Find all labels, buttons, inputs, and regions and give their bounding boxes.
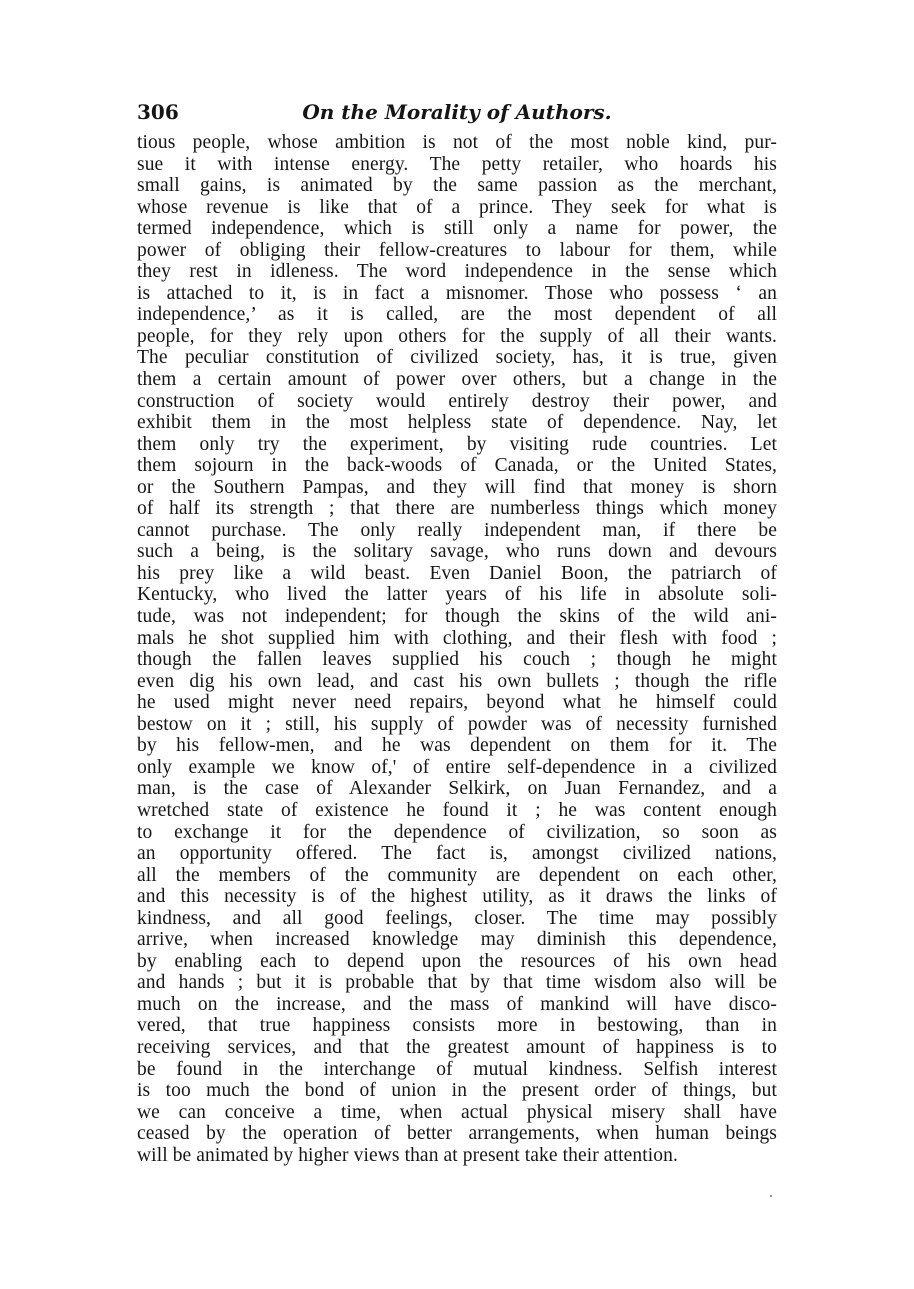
text-line: and hands ; but it is probable that by that time wisdom also will be xyxy=(137,972,777,994)
text-line: small gains, is animated by the same passion as the merchant, xyxy=(137,175,777,197)
page-header xyxy=(137,100,777,130)
text-line: by enabling each to depend upon the resources of his own head xyxy=(137,950,777,972)
text-line: people, for they rely upon others for the supply of all their wants. xyxy=(137,325,777,347)
text-line: such a being, is the solitary savage, who runs down and devours xyxy=(137,541,777,563)
text-line: receiving services, and that the greatest amount of happiness is to xyxy=(137,1036,777,1058)
text-line: tude, was not independent; for though the skins of the wild ani- xyxy=(137,606,777,628)
text-line: Kentucky, who lived the latter years of his life in absolute soli- xyxy=(137,584,777,606)
text-line: wretched state of existence he found it ; he was content enough xyxy=(137,799,777,821)
text-line: they rest in idleness. The word independence in the sense which xyxy=(137,261,777,283)
text-line: only example we know of,' of entire self-dependence in a civilized xyxy=(137,756,777,778)
running-head: On the Morality of Authors. xyxy=(302,100,612,124)
text-line: to exchange it for the dependence of civilization, so soon as xyxy=(137,821,777,843)
text-line: is too much the bond of union in the present order of things, but xyxy=(137,1080,777,1102)
text-line: all the members of the community are dependent on each other, xyxy=(137,864,777,886)
text-line: he used might never need repairs, beyond what he himself could xyxy=(137,692,777,714)
text-line: of half its strength ; that there are numberless things which money xyxy=(137,498,777,520)
text-line: independence,’ as it is called, are the most dependent of all xyxy=(137,304,777,326)
text-line: arrive, when increased knowledge may diminish this dependence, xyxy=(137,929,777,951)
text-line: cannot purchase. The only really independent man, if there be xyxy=(137,519,777,541)
text-line: and this necessity is of the highest utility, as it draws the links of xyxy=(137,886,777,908)
text-line: ceased by the operation of better arrangements, when human beings xyxy=(137,1123,777,1145)
page-number: 306 xyxy=(137,100,179,124)
text-line: his prey like a wild beast. Even Daniel Boon, the patriarch of xyxy=(137,562,777,584)
text-line: termed independence, which is still only a name for power, the xyxy=(137,218,777,240)
text-line: bestow on it ; still, his supply of powder was of necessity furnished xyxy=(137,713,777,735)
text-line: mals he shot supplied him with clothing, and their flesh with food ; xyxy=(137,627,777,649)
text-line: an opportunity offered. The fact is, amongst civilized nations, xyxy=(137,843,777,865)
print-speck xyxy=(770,1195,772,1197)
text-line: whose revenue is like that of a prince. They seek for what is xyxy=(137,196,777,218)
text-line: them only try the experiment, by visiting rude countries. Let xyxy=(137,433,777,455)
text-line: construction of society would entirely destroy their power, and xyxy=(137,390,777,412)
text-line: by his fellow-men, and he was dependent on them for it. The xyxy=(137,735,777,757)
text-line: though the fallen leaves supplied his couch ; though he might xyxy=(137,649,777,671)
text-line: or the Southern Pampas, and they will find that money is shorn xyxy=(137,476,777,498)
text-line: we can conceive a time, when actual physical misery shall have xyxy=(137,1101,777,1123)
text-line: The peculiar constitution of civilized society, has, it is true, given xyxy=(137,347,777,369)
text-line: even dig his own lead, and cast his own bullets ; though the rifle xyxy=(137,670,777,692)
text-line: is attached to it, is in fact a misnomer. Those who possess ‘ an xyxy=(137,282,777,304)
text-line: much on the increase, and the mass of mankind will have disco- xyxy=(137,993,777,1015)
text-line: vered, that true happiness consists more in bestowing, than in xyxy=(137,1015,777,1037)
text-line: will be animated by higher views than at present take their attention. xyxy=(137,1144,678,1166)
text-line: sue it with intense energy. The petty retailer, who hoards his xyxy=(137,153,777,175)
text-line: them sojourn in the back-woods of Canada, or the United States, xyxy=(137,455,777,477)
body-paragraph xyxy=(137,132,777,1166)
text-line: them a certain amount of power over others, but a change in the xyxy=(137,369,777,391)
text-line: be found in the interchange of mutual kindness. Selfish interest xyxy=(137,1058,777,1080)
text-line: power of obliging their fellow-creatures to labour for them, while xyxy=(137,239,777,261)
text-line: tious people, whose ambition is not of the most noble kind, pur- xyxy=(137,132,777,153)
text-line: kindness, and all good feelings, closer. The time may possibly xyxy=(137,907,777,929)
text-line: man, is the case of Alexander Selkirk, on Juan Fernandez, and a xyxy=(137,778,777,800)
text-line: exhibit them in the most helpless state of dependence. Nay, let xyxy=(137,412,777,434)
